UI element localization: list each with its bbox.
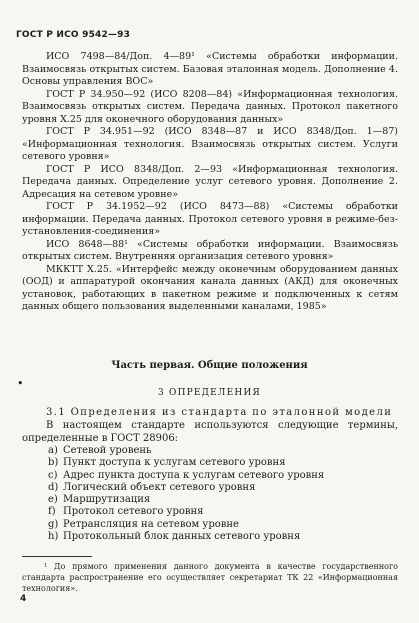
reference-item: ГОСТ Р 34.1952—92 (ИСО 8473—88) «Системы обработки информации. Передача данных. Протокол сетевого уровня в режиме-без-установления-соединения» xyxy=(22,201,398,237)
term-text: Логический объект сетевого уровня xyxy=(63,481,256,493)
term-letter: b) xyxy=(48,457,59,469)
term-text: Ретрансляция на сетевом уровне xyxy=(63,518,239,530)
term-text: Сетевой уровень xyxy=(63,445,152,456)
list-item xyxy=(22,531,398,543)
section-title: 3 ОПРЕДЕЛЕНИЯ xyxy=(158,388,261,398)
reference-item: ГОСТ Р 34.950—92 (ИСО 8208—84) «Информационная технология. Взаимосвязь открытых систем. Передача данных. Протокол пакетного уровня Х.25 для оконечного оборудования данных» xyxy=(22,88,398,125)
reference-item: ГОСТ Р ИСО 8348/Доп. 2—93 «Информационная технология. Передача данных. Определение услуг сетевого уровня. Дополнение 2. Адресация на сетевом уровне» xyxy=(22,163,398,200)
footnote: ¹ До прямого применения данного документа в качестве государственного стандарта распространение его осуществляет секретариат ТК 22 «Информационная технология». xyxy=(22,562,398,593)
reference-item: ИСО 7498—84/Доп. 4—89¹ «Системы обработки информации. Взаимосвязь открытых систем. Базовая эталонная модель. Дополнение 4. Основы управления ВОС» xyxy=(22,51,398,87)
term-letter: h) xyxy=(48,531,59,543)
term-text: Пункт доступа к услугам сетевого уровня xyxy=(63,457,286,469)
margin-dot: • xyxy=(17,377,24,390)
term-letter: g) xyxy=(48,518,59,530)
definitions-intro: В настоящем стандарте используются следующие термины, определенные в ГОСТ 28906: xyxy=(22,420,398,444)
term-letter: d) xyxy=(48,481,59,493)
reference-item: ИСО 8648—88¹ «Системы обработки информации. Взаимосвязь открытых систем. Внутренняя организация сетевого уровня» xyxy=(22,238,398,262)
list-item xyxy=(22,506,398,518)
list-item xyxy=(22,482,398,494)
list-item xyxy=(22,519,398,531)
footnote-divider xyxy=(22,556,92,557)
page-header: ГОСТ Р ИСО 9542—93 xyxy=(16,30,131,40)
term-text: Протокольный блок данных сетевого уровня xyxy=(63,531,301,543)
reference-item: ГОСТ Р 34.951—92 (ИСО 8348—87 и ИСО 8348/Доп. 1—87) «Информационная технология. Взаимосвязь открытых систем. Услуги сетевого уровня» xyxy=(22,126,398,162)
term-text: Маршрутизация xyxy=(63,494,151,506)
term-letter: f) xyxy=(48,506,56,518)
terms-list xyxy=(22,445,398,543)
term-text: Адрес пункта доступа к услугам сетевого уровня xyxy=(63,469,325,481)
part-title: Часть первая. Общие положения xyxy=(111,360,308,371)
list-item xyxy=(22,494,398,506)
list-item xyxy=(22,445,398,457)
term-text: Протокол сетевого уровня xyxy=(63,506,204,518)
term-letter: c) xyxy=(48,469,58,481)
term-letter: e) xyxy=(48,494,58,506)
term-letter: a) xyxy=(48,445,58,456)
reference-item: МККТТ Х.25. «Интерфейс между оконечным оборудованием данных (ООД) и аппаратурой окончания канала данных (АКД) для оконечных установок, работающих в пакетном режиме и подключенных к сетям данных общего пользования выделенными каналами, 1985» xyxy=(22,263,398,312)
list-item xyxy=(22,470,398,482)
list-item xyxy=(22,457,398,469)
definitions-section xyxy=(22,406,398,543)
page-number: 4 xyxy=(20,594,27,604)
normative-references xyxy=(22,51,398,314)
definition-clause: 3.1 Определения из стандарта по эталонной модели xyxy=(46,407,393,418)
